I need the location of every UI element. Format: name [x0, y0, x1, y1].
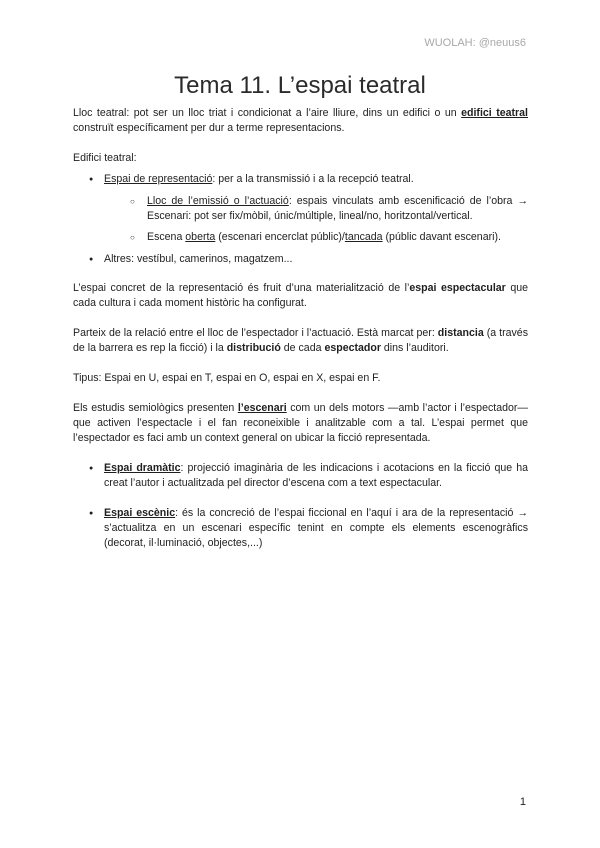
bold-term-espai-escenic: Espai escènic [104, 507, 176, 519]
underlined-term: Lloc de l’emissió o l’actuació [147, 195, 289, 207]
paragraph-edifici-teatral: Edifici teatral: [73, 152, 137, 164]
list-item-espai-representacio [73, 172, 528, 187]
text: Lloc teatral: pot ser un lloc triat i condicionat a l’aire lliure, dins un edifici o un [73, 107, 462, 119]
sub-list-representacio [73, 194, 528, 245]
document-body [73, 106, 528, 551]
text: : és la concreció de l’espai ficcional en l’aquí i ara de la representació → s’actualitza en un escenari específic tenint en compte els elements escenogràfics (decorat, il·luminació, objectes,...) [104, 507, 528, 549]
text: que cada cultura i cada moment històric ha configurat. [73, 282, 529, 309]
text: Els estudis semiològics presenten [73, 402, 238, 414]
page-number: 1 [519, 796, 526, 808]
text: com un dels motors —amb l’actor i l’espectador— que activen l’espectacle i el fan reconeixible i analitzable com a tal. L’espai permet que l’espectador es faci amb un context general on ubicar la ficció representada. [73, 402, 528, 444]
list-item-escena [73, 230, 528, 245]
underlined-term: Espai de representació [104, 173, 213, 185]
text: : espais vinculats amb escenificació de l’obra → Escenari: pot ser fix/mòbil, únic/múltiple, lineal/no, horitzontal/vertical. [147, 195, 528, 222]
bold-term-distancia: distancia [437, 327, 484, 339]
bullet-list-altres [73, 252, 528, 267]
paragraph-lloc-teatral [73, 106, 528, 136]
bold-term-distribucio: distribució [226, 342, 281, 354]
bold-term-espectador: espectador [324, 342, 381, 354]
bold-term-espai-espectacular: espai espectacular [409, 282, 506, 294]
text: (públic davant escenari). [382, 231, 501, 243]
page-title: Tema 11. L’espai teatral [174, 72, 426, 99]
bullet-list-edifici [73, 172, 528, 187]
paragraph-parteix [73, 326, 528, 356]
text: dins l’auditori. [380, 342, 449, 354]
bold-term-edifici-teatral: edifici teatral [461, 107, 528, 119]
text: (escenari encerclat públic)/ [215, 231, 345, 243]
list-item-lloc-emissio [73, 194, 528, 224]
list-item-altres: ● Altres: vestíbul, camerinos, magatzem... [73, 252, 528, 267]
underlined-term-tancada: tancada [344, 231, 383, 243]
bold-term-escenari: l’escenari [237, 402, 287, 414]
paragraph-estudis-semiologics [73, 401, 528, 446]
list-item-espai-dramatic [73, 461, 528, 491]
bullet-list-espais [73, 461, 528, 551]
text: : projecció imaginària de les indicacions i acotacions en la ficció que ha creat l’autor i actualitzada pel director d’escena com a text espectacular. [104, 462, 529, 489]
watermark: WUOLAH: @neuus6 [424, 37, 526, 49]
text: construït específicament per dur a terme representacions. [73, 122, 345, 134]
bold-term-espai-dramatic: Espai dramàtic [104, 462, 181, 474]
text: de cada [280, 342, 325, 354]
underlined-term-oberta: oberta [185, 231, 216, 243]
text: Escena [147, 231, 186, 243]
paragraph-espai-concret [73, 281, 528, 311]
text: L’espai concret de la representació és fruit d’una materialització de l’ [73, 282, 410, 294]
text: : per a la transmissió i a la recepció teatral. [212, 173, 414, 185]
text: Parteix de la relació entre el lloc de l’espectador i l’actuació. Està marcat per: [73, 327, 438, 339]
paragraph-tipus: Tipus: Espai en U, espai en T, espai en O, espai en X, espai en F. [73, 372, 381, 384]
text: (a través de la barrera es rep la ficció) i la [73, 327, 528, 354]
list-item-espai-escenic [73, 506, 528, 551]
